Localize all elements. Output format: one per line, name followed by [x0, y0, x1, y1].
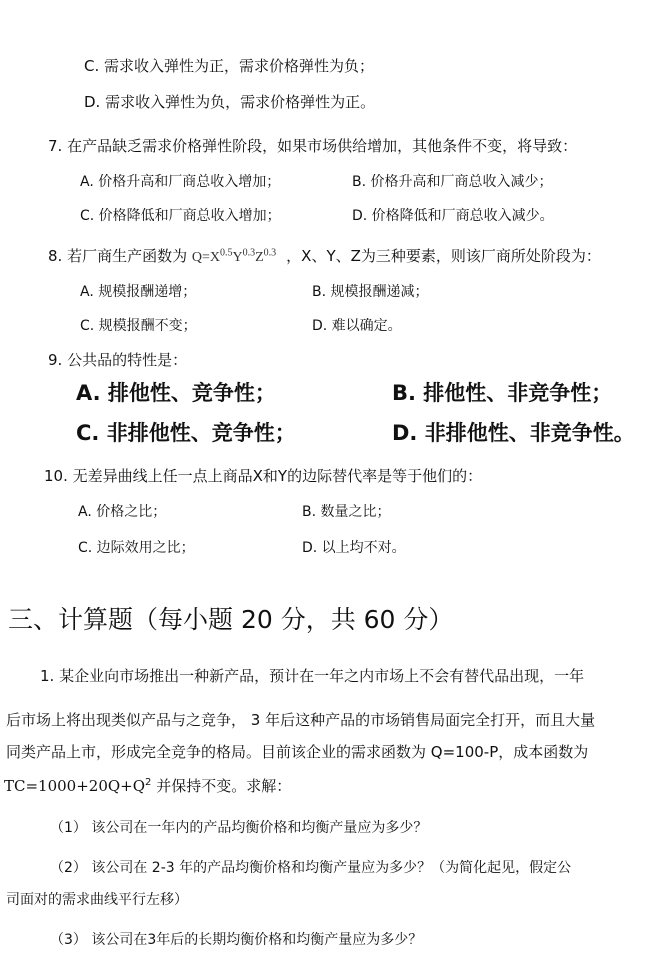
p1-sub-question-1: （1） 该公司在一年内的产品均衡价格和均衡产量应为多少？: [50, 820, 428, 836]
p1-sub-question-2: （2） 该公司在 2-3 年的产品均衡价格和均衡产量应为多少？（为简化起见，假定公: [50, 860, 572, 876]
q10-option-a: A. 价格之比；: [78, 504, 167, 520]
p1-sub-question-2-cont: 司面对的需求曲线平行左移）: [6, 892, 188, 908]
q8-option-b: B. 规模报酬递减；: [312, 284, 429, 300]
p1-sub-question-3: （3） 该公司在3年后的长期均衡价格和均衡产量应为多少？: [50, 932, 423, 948]
q8-formula: $Q=X^{0.5}Y^{0.3}Z^{0.3}$: [191, 247, 277, 265]
q9-option-c: C. 非排他性、竞争性；: [76, 421, 296, 445]
q9-option-d: D. 非排他性、非竞争性。: [392, 421, 635, 445]
q7-option-d: D. 价格降低和厂商总收入减少。: [352, 208, 554, 224]
q8-option-c: C. 规模报酬不变；: [80, 318, 197, 334]
q10-question: 10. 无差异曲线上任一点上商品X和Y的边际替代率是等于他们的：: [44, 467, 483, 485]
q10-option-c: C. 边际效用之比；: [78, 540, 195, 556]
q6-option-c: C. 需求收入弹性为正，需求价格弹性为负；: [84, 57, 375, 75]
q10-option-b: B. 数量之比；: [302, 504, 391, 520]
p1-line-2: 后市场上将出现类似产品与之竞争， 3 年后这种产品的市场销售局面完全打开，而且大量: [6, 711, 596, 729]
q9-question: 9. 公共品的特性是：: [48, 351, 188, 369]
q8-option-a: A. 规模报酬递增；: [80, 284, 197, 300]
q7-option-a: A. 价格升高和厂商总收入增加；: [80, 174, 281, 190]
q7-question: 7. 在产品缺乏需求价格弹性阶段，如果市场供给增加，其他条件不变，将导致：: [48, 137, 578, 155]
q7-option-b: B. 价格升高和厂商总收入减少；: [352, 174, 553, 190]
q6-option-d: D. 需求收入弹性为负，需求价格弹性为正。: [84, 93, 376, 111]
q8-prefix: 8. 若厂商生产函数为: [48, 247, 192, 265]
p1-line-3: 同类产品上市，形成完全竞争的格局。目前该企业的需求函数为 Q=100-P，成本函数为: [6, 743, 589, 761]
q10-option-d: D. 以上均不对。: [302, 540, 406, 556]
q8-suffix: ，X、Y、Z为三种要素，则该厂商所处阶段为：: [286, 247, 601, 265]
q9-option-b: B. 排他性、非竞争性；: [392, 381, 613, 405]
q8-question: [48, 246, 601, 268]
q8-option-d: D. 难以确定。: [312, 318, 402, 334]
section-3-title: 三、计算题（每小题 20 分，共 60 分）: [8, 605, 454, 634]
q9-option-a: A. 排他性、竞争性；: [76, 381, 276, 405]
p1-line-4: $TC=1000+20Q+Q^2$ 并保持不变。求解：: [4, 777, 292, 795]
p1-line-1: 1. 某企业向市场推出一种新产品，预计在一年之内市场上不会有替代品出现，一年: [40, 667, 585, 685]
q7-option-c: C. 价格降低和厂商总收入增加；: [80, 208, 281, 224]
